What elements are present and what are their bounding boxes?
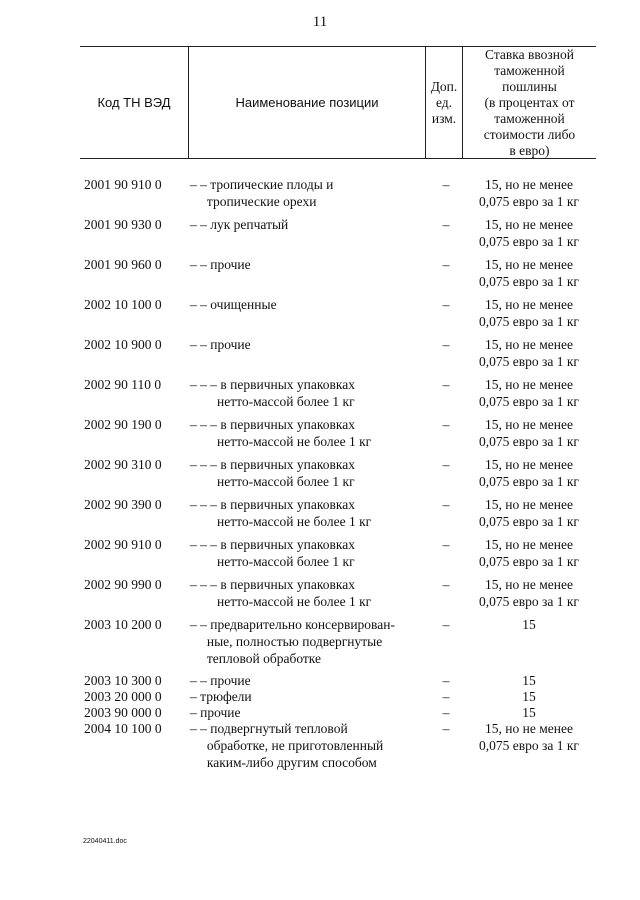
unit-value: – <box>442 673 450 688</box>
hs-code: 2001 90 960 0 <box>84 257 162 272</box>
unit-value: – <box>442 577 450 592</box>
item-name-line: – – прочие <box>190 673 251 688</box>
unit-value: – <box>442 689 450 704</box>
hs-code: 2001 90 930 0 <box>84 217 162 232</box>
item-name-line: нетто-массой не более 1 кг <box>190 434 372 449</box>
unit-value: – <box>442 497 450 512</box>
duty-rate <box>462 416 596 450</box>
duty-rate-line: 15, но не менее <box>485 721 573 736</box>
item-name-line: нетто-массой более 1 кг <box>190 554 355 569</box>
duty-rate <box>462 176 596 210</box>
hs-code: 2003 10 300 0 <box>84 673 162 688</box>
duty-rate-line: 0,075 евро за 1 кг <box>479 594 579 609</box>
item-name-line: обработке, не приготовленный <box>190 738 384 753</box>
item-name-line: нетто-массой более 1 кг <box>190 474 355 489</box>
duty-rate <box>462 256 596 290</box>
page-number: 11 <box>312 14 328 30</box>
item-name-line: – трюфели <box>190 689 252 704</box>
item-name <box>190 336 420 353</box>
item-name-line: тепловой обработке <box>190 651 322 666</box>
hs-code: 2003 20 000 0 <box>84 689 162 704</box>
duty-rate-line: 0,075 евро за 1 кг <box>479 554 579 569</box>
item-name-line: ные, полностью подвергнутые <box>190 634 383 649</box>
duty-rate-line: 0,075 евро за 1 кг <box>479 314 579 329</box>
duty-rate-line: 0,075 евро за 1 кг <box>479 434 579 449</box>
item-name <box>190 416 420 450</box>
unit-value: – <box>442 417 450 432</box>
hs-code: 2002 90 310 0 <box>84 457 162 472</box>
duty-rate-line: 15, но не менее <box>485 337 573 352</box>
duty-rate <box>462 456 596 490</box>
item-name-line: – – прочие <box>190 257 251 272</box>
item-name-line: – – тропические плоды и <box>190 177 334 192</box>
duty-rate <box>462 688 596 705</box>
item-name-line: – – предварительно консервирован- <box>190 617 395 632</box>
item-name-line: – – лук репчатый <box>190 217 289 232</box>
hs-code: 2003 90 000 0 <box>84 705 162 720</box>
file-name: 22040411.doc <box>83 838 127 845</box>
duty-rate-line: 15 <box>522 705 536 720</box>
duty-rate-line: 15, но не менее <box>485 297 573 312</box>
header-rate: Ставка ввозной таможенной пошлины (в процентах от таможенной стоимости либо в евро) <box>483 46 576 158</box>
duty-rate-line: 0,075 евро за 1 кг <box>479 738 579 753</box>
item-name-line: – – – в первичных упаковках <box>190 537 355 552</box>
duty-rate-line: 15, но не менее <box>485 377 573 392</box>
duty-rate-line: 15 <box>522 617 536 632</box>
hs-code: 2002 90 110 0 <box>84 377 162 392</box>
item-name-line: – прочие <box>190 705 241 720</box>
item-name <box>190 576 420 610</box>
duty-rate-line: 0,075 евро за 1 кг <box>479 354 579 369</box>
item-name-line: – – подвергнутый тепловой <box>190 721 348 736</box>
duty-rate-line: 0,075 евро за 1 кг <box>479 274 579 289</box>
item-name <box>190 376 420 410</box>
item-name <box>190 176 420 210</box>
duty-rate-line: 15 <box>522 673 536 688</box>
item-name-line: нетто-массой не более 1 кг <box>190 514 372 529</box>
duty-rate-line: 0,075 евро за 1 кг <box>479 474 579 489</box>
item-name <box>190 496 420 530</box>
duty-rate-line: 15, но не менее <box>485 217 573 232</box>
unit-value: – <box>442 217 450 232</box>
item-name <box>190 720 420 771</box>
unit-value: – <box>442 177 450 192</box>
item-name-line: – – прочие <box>190 337 251 352</box>
item-name <box>190 616 420 667</box>
duty-rate-line: 15, но не менее <box>485 417 573 432</box>
duty-rate <box>462 496 596 530</box>
duty-rate-line: 0,075 евро за 1 кг <box>479 394 579 409</box>
hs-code: 2004 10 100 0 <box>84 721 162 736</box>
item-name-line: – – очищенные <box>190 297 277 312</box>
duty-rate-line: 15 <box>522 689 536 704</box>
hs-code: 2002 90 990 0 <box>84 577 162 592</box>
item-name-line: – – – в первичных упаковках <box>190 377 355 392</box>
hs-code: 2001 90 910 0 <box>84 177 162 192</box>
unit-value: – <box>442 705 450 720</box>
unit-value: – <box>442 337 450 352</box>
duty-rate <box>462 616 596 633</box>
duty-rate-line: 15, но не менее <box>485 577 573 592</box>
duty-rate-line: 15, но не менее <box>485 177 573 192</box>
duty-rate <box>462 576 596 610</box>
duty-rate <box>462 376 596 410</box>
hs-code: 2002 90 190 0 <box>84 417 162 432</box>
unit-value: – <box>442 457 450 472</box>
item-name <box>190 456 420 490</box>
header-code: Код ТН ВЭД <box>97 94 171 110</box>
duty-rate-line: 0,075 евро за 1 кг <box>479 234 579 249</box>
duty-rate <box>462 704 596 721</box>
item-name <box>190 688 420 705</box>
duty-rate <box>462 336 596 370</box>
duty-rate-line: 0,075 евро за 1 кг <box>479 514 579 529</box>
hs-code: 2002 90 910 0 <box>84 537 162 552</box>
item-name-line: – – – в первичных упаковках <box>190 497 355 512</box>
item-name-line: – – – в первичных упаковках <box>190 417 355 432</box>
item-name-line: тропические орехи <box>190 194 317 209</box>
hs-code: 2002 10 900 0 <box>84 337 162 352</box>
duty-rate <box>462 720 596 754</box>
duty-rate-line: 15, но не менее <box>485 257 573 272</box>
unit-value: – <box>442 721 450 736</box>
hs-code: 2002 10 100 0 <box>84 297 162 312</box>
hs-code: 2003 10 200 0 <box>84 617 162 632</box>
item-name <box>190 216 420 233</box>
item-name <box>190 536 420 570</box>
unit-value: – <box>442 617 450 632</box>
duty-rate <box>462 536 596 570</box>
item-name <box>190 256 420 273</box>
duty-rate <box>462 672 596 689</box>
header-unit: Доп. ед. изм. <box>430 78 458 126</box>
item-name-line: каким-либо другим способом <box>190 755 377 770</box>
unit-value: – <box>442 377 450 392</box>
item-name-line: – – – в первичных упаковках <box>190 457 355 472</box>
item-name <box>190 704 420 721</box>
item-name-line: нетто-массой не более 1 кг <box>190 594 372 609</box>
item-name-line: – – – в первичных упаковках <box>190 577 355 592</box>
header-name: Наименование позиции <box>235 94 379 110</box>
item-name <box>190 296 420 313</box>
item-name <box>190 672 420 689</box>
duty-rate-line: 15, но не менее <box>485 497 573 512</box>
duty-rate-line: 15, но не менее <box>485 537 573 552</box>
unit-value: – <box>442 257 450 272</box>
duty-rate-line: 15, но не менее <box>485 457 573 472</box>
duty-rate <box>462 296 596 330</box>
duty-rate-line: 0,075 евро за 1 кг <box>479 194 579 209</box>
unit-value: – <box>442 537 450 552</box>
hs-code: 2002 90 390 0 <box>84 497 162 512</box>
item-name-line: нетто-массой более 1 кг <box>190 394 355 409</box>
duty-rate <box>462 216 596 250</box>
unit-value: – <box>442 297 450 312</box>
